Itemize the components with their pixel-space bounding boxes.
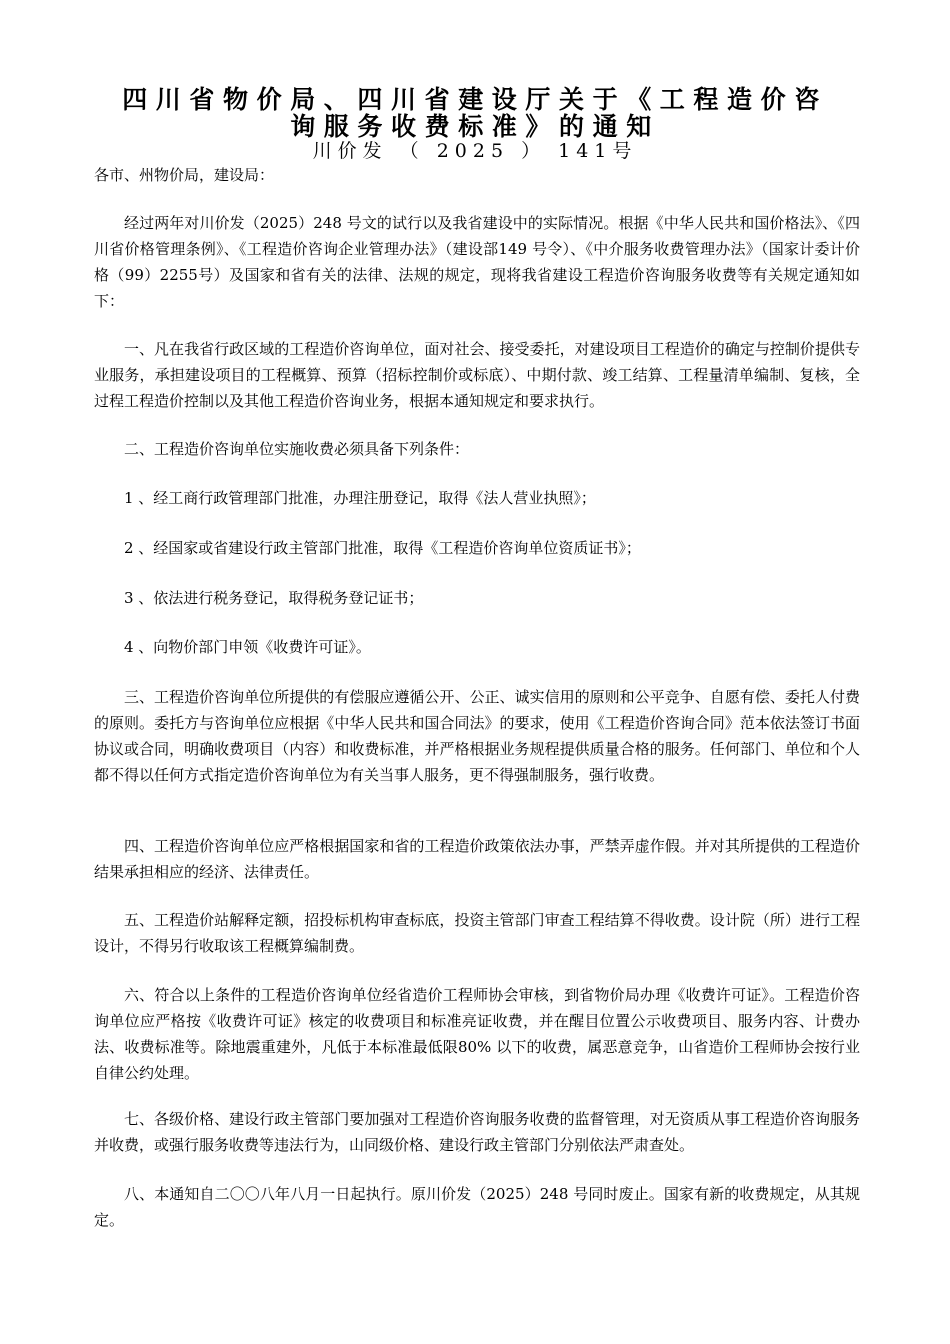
item-1-paragraph: 一、凡在我省行政区域的工程造价咨询单位，面对社会、接受委托，对建设项目工程造价的确定与控制价提供专业服务，承担建设项目的工程概算、预算（招标控制价或标底）、中期付款、竣工结算、工程量清单编制、复核，全过程工程造价控制以及其他工程造价咨询业务，根据本通知规定和要求执行。 [94,340,860,410]
salutation: 各市、州物价局，建设局： [94,166,275,184]
item-3-paragraph: 三、工程造价咨询单位所提供的有偿服应遵循公开、公正、诚实信用的原则和公平竞争、自愿有偿、委托人付费的原则。委托方与咨询单位应根据《中华人民共和国合同法》的要求，使用《工程造价咨询合同》范本依法签订书面协议或合同，明确收费项目（内容）和收费标准，并严格根据业务规程提供质量合格的服务。任何部门、单位和个人都不得以任何方式指定造价咨询单位为有关当事人服务，更不得强制服务，强行收费。 [94,688,860,784]
item-8-paragraph: 八、本通知自二〇〇八年八月一日起执行。原川价发（2025）248 号同时废止。国家有新的收费规定，从其规定。 [94,1185,860,1229]
condition-2: 2 、经国家或省建设行政主管部门批准，取得《工程造价咨询单位资质证书》； [124,539,641,557]
item-6-paragraph: 六、符合以上条件的工程造价咨询单位经省造价工程师协会审核，到省物价局办理《收费许可证》。工程造价咨询单位应严格按《收费许可证》核定的收费项目和标准亮证收费，并在醒目位置公示收费项目、服务内容、计费办法、收费标准等。除地震重建外，凡低于本标准最低限80% 以下的收费，属恶意竞争，山省造价工程师协会按行业自律公约处理。 [94,986,860,1082]
item-5-paragraph: 五、工程造价站解释定额，招投标机构审查标底，投资主管部门审查工程结算不得收费。设计院（所）进行工程设计，不得另行收取该工程概算编制费。 [94,911,860,955]
item-2-paragraph: 二、工程造价咨询单位实施收费必须具备下列条件： [124,440,470,458]
item-7-paragraph: 七、各级价格、建设行政主管部门要加强对工程造价咨询服务收费的监督管理，对无资质从事工程造价咨询服务并收费，或强行服务收费等违法行为，山同级价格、建设行政主管部门分别依法严肃查处。 [94,1110,860,1154]
condition-3: 3 、依法进行税务登记，取得税务登记证书； [124,589,424,607]
condition-4: 4 、向物价部门申领《收费许可证》。 [124,638,371,656]
item-4-paragraph: 四、工程造价咨询单位应严格根据国家和省的工程造价政策依法办事，严禁弄虚作假。并对其所提供的工程造价结果承担相应的经济、法律责任。 [94,837,860,881]
document-title-line-1: 四川省物价局、四川省建设厅关于《工程造价咨 [122,85,828,114]
intro-paragraph: 经过两年对川价发（2025）248 号文的试行以及我省建设中的实际情况。根据《中华人民共和国价格法》、《四川省价格管理条例》、《工程造价咨询企业管理办法》（建设部149 号令）、《中介服务收费管理办法》（国家计委计价格（99）2255号）及国家和省有关的法律、法规的规定，现将我省建设工程造价咨询服务收费等有关规定通知如下： [94,214,860,310]
document-title-line-2: 询服务收费标准》的通知 [290,112,660,141]
document-number: 川价发 （ 2025 ） 141号 [312,140,638,162]
condition-1: 1 、经工商行政管理部门批准，办理注册登记，取得《法人营业执照》； [124,489,596,507]
